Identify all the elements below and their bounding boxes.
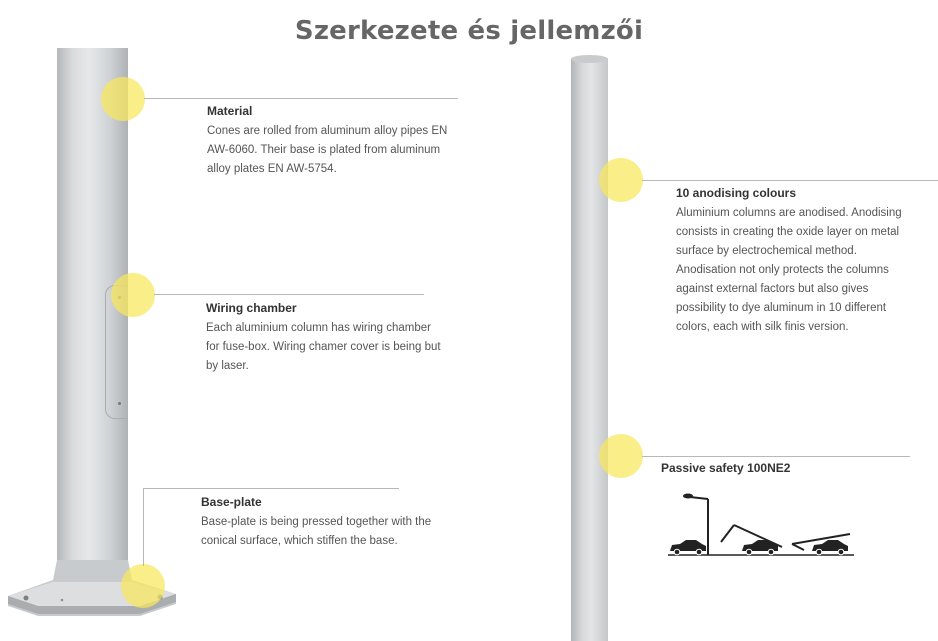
material-description: Cones are rolled from aluminum alloy pipes EN AW-6060. Their base is plated from aluminum alloy plates EN AW-5754. — [207, 125, 448, 175]
wiring-title: Wiring chamber — [206, 301, 297, 315]
material-leader-line — [144, 98, 458, 99]
safety-title: Passive safety 100NE2 — [661, 461, 791, 475]
safety-leader-line — [642, 456, 910, 457]
wiring-highlight-dot — [111, 273, 155, 317]
baseplate-vertical-leader — [143, 488, 144, 566]
right-pole-illustration — [571, 58, 608, 641]
car-icon — [670, 540, 706, 555]
baseplate-description: Base-plate is being pressed together with the conical surface, which stiffen the base. — [201, 516, 432, 547]
safety-feature — [661, 461, 921, 479]
baseplate-title: Base-plate — [201, 495, 262, 509]
anodising-leader-line — [642, 180, 938, 181]
baseplate-highlight-dot — [121, 564, 165, 608]
passive-safety-illustration — [664, 490, 859, 562]
anodising-feature — [676, 186, 938, 337]
safety-highlight-dot — [599, 434, 643, 478]
baseplate-feature — [201, 495, 491, 551]
material-title: Material — [207, 104, 253, 118]
wiring-leader-line — [154, 294, 424, 295]
wiring-feature — [206, 301, 496, 376]
page-title: Szerkezete és jellemzői — [294, 16, 644, 46]
wiring-description: Each aluminium column has wiring chamber for fuse-box. Wiring chamer cover is being but by laser. — [206, 322, 441, 372]
material-feature — [207, 104, 487, 179]
anodising-highlight-dot — [599, 158, 643, 202]
material-highlight-dot — [101, 77, 145, 121]
car-icon — [812, 540, 848, 555]
right-pole-cap — [571, 55, 608, 63]
baseplate-leader-line — [143, 488, 399, 489]
anodising-description: Aluminium columns are anodised. Anodising consists in creating the oxide layer on metal surface by electrochemical method. Anodisation not only protects the columns against external factors but also gives possibility to dye aluminum in 10 different colors, each with silk finis version. — [676, 207, 902, 333]
anodising-title: 10 anodising colours — [676, 186, 797, 200]
